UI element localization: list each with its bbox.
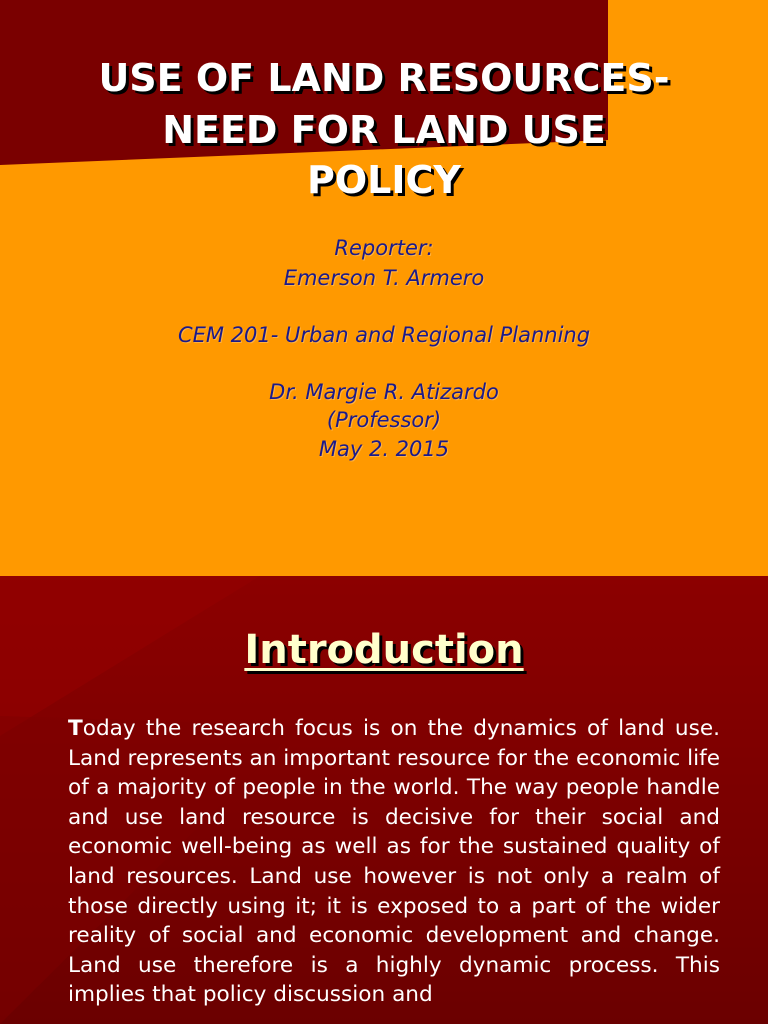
introduction-body-text <box>68 714 720 1010</box>
professor-role: (Professor) <box>326 408 442 432</box>
slide-title-line-1: USE OF LAND RESOURCES- <box>98 56 670 100</box>
introduction-heading: Introduction <box>244 627 524 673</box>
introduction-slide <box>0 576 768 1024</box>
professor-name: Dr. Margie R. Atizardo <box>269 380 499 404</box>
body-first-letter: T <box>68 716 83 741</box>
reporter-label: Reporter: <box>334 236 434 260</box>
slide-title-line-3: POLICY <box>307 158 461 202</box>
reporter-name: Emerson T. Armero <box>283 266 485 290</box>
body-paragraph: oday the research focus is on the dynamics of land use. Land represents an important resource for the economic life of a majority of people in the world. The way people handle and use land resource is decisive for their social and economic well-being as well as for the sustained quality of land resources. Land use however is not only a realm of those directly using it; it is exposed to a part of the wider reality of social and economic development and change. Land use therefore is a highly dynamic process. This implies that policy discussion and <box>68 716 720 1008</box>
report-date: May 2. 2015 <box>318 437 450 461</box>
course-line: CEM 201- Urban and Regional Planning <box>177 323 591 347</box>
slide-title-line-2: NEED FOR LAND USE <box>162 108 606 152</box>
